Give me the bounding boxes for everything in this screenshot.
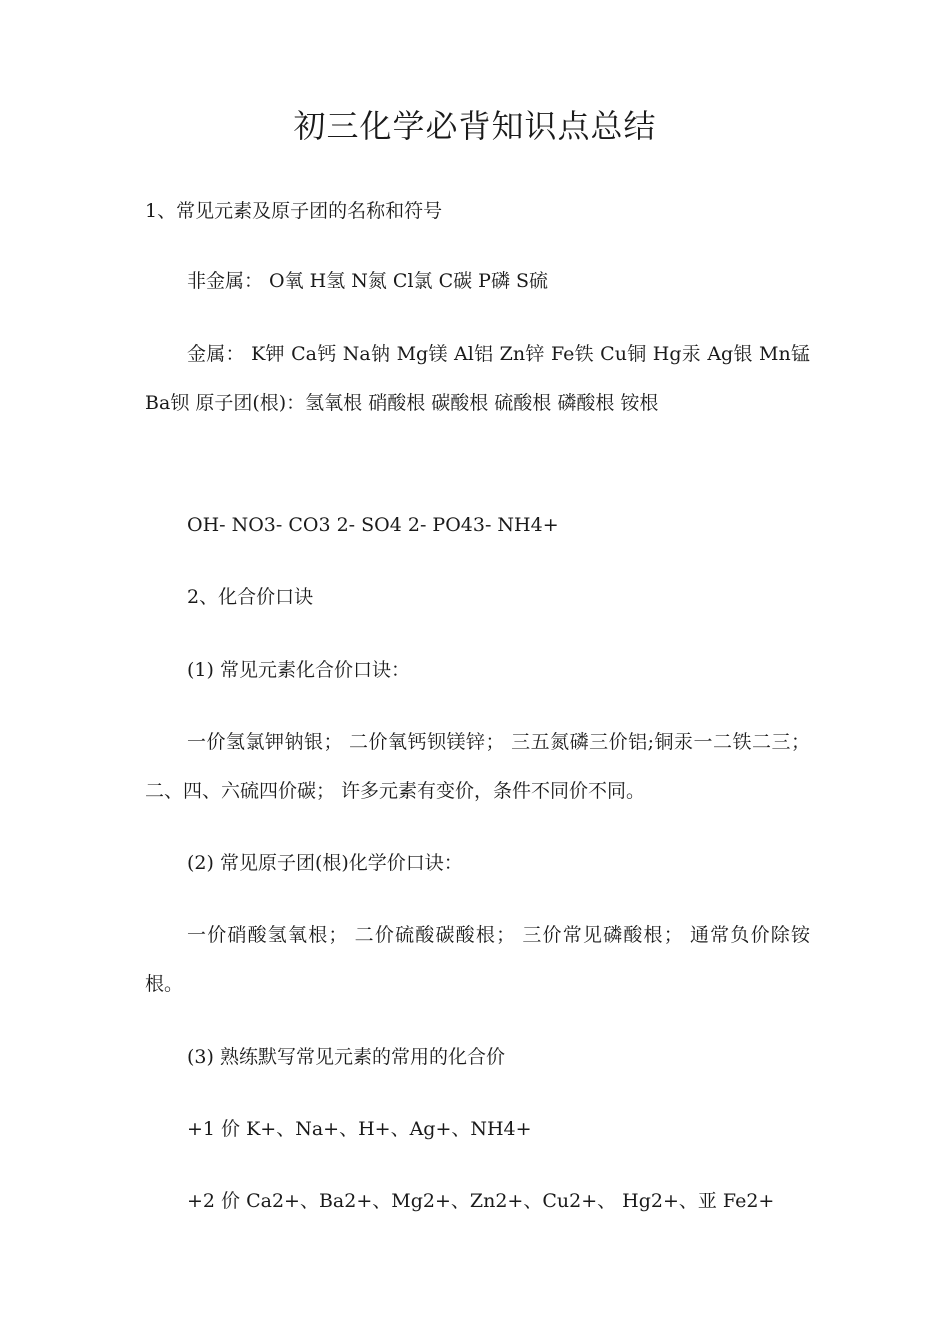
subsection-1-heading: (1) 常见元素化合价口诀：	[187, 659, 410, 681]
metals-paragraph: 金属： K钾 Ca钙 Na钠 Mg镁 Al铝 Zn锌 Fe铁 Cu铜 Hg汞 Ag银 Mn锰 Ba钡 原子团(根)：氢氧根 硝酸根 碳酸根 硫酸根 磷酸根 铵根	[145, 343, 810, 414]
subsection-2-body: 一价硝酸氢氧根； 二价硫酸碳酸根； 三价常见磷酸根； 通常负价除铵根。	[145, 924, 810, 995]
document-title: 初三化学必背知识点总结	[293, 107, 657, 145]
section-2-heading: 2、化合价口诀	[187, 586, 314, 608]
subsection-1-body: 一价氢氯钾钠银； 二价氧钙钡镁锌； 三五氮磷三价铝;铜汞一二铁二三； 二、四、六硫四价碳； 许多元素有变价，条件不同价不同。	[145, 731, 810, 802]
radical-symbols-line: OH- NO3- CO3 2- SO4 2- PO43- NH4+	[187, 514, 559, 536]
subsection-3-heading: (3) 熟练默写常见元素的常用的化合价	[187, 1046, 505, 1068]
valence-plus1-line: +1 价 K+、Na+、H+、Ag+、NH4+	[187, 1118, 532, 1140]
valence-plus2-line: +2 价 Ca2+、Ba2+、Mg2+、Zn2+、Cu2+、 Hg2+、亚 Fe2+	[187, 1190, 775, 1212]
section-1-heading: 1、常见元素及原子团的名称和符号	[145, 200, 443, 222]
nonmetals-line: 非金属： O氧 H氢 N氮 Cl氯 C碳 P磷 S硫	[187, 270, 549, 292]
subsection-2-heading: (2) 常见原子团(根)化学价口诀：	[187, 852, 463, 874]
